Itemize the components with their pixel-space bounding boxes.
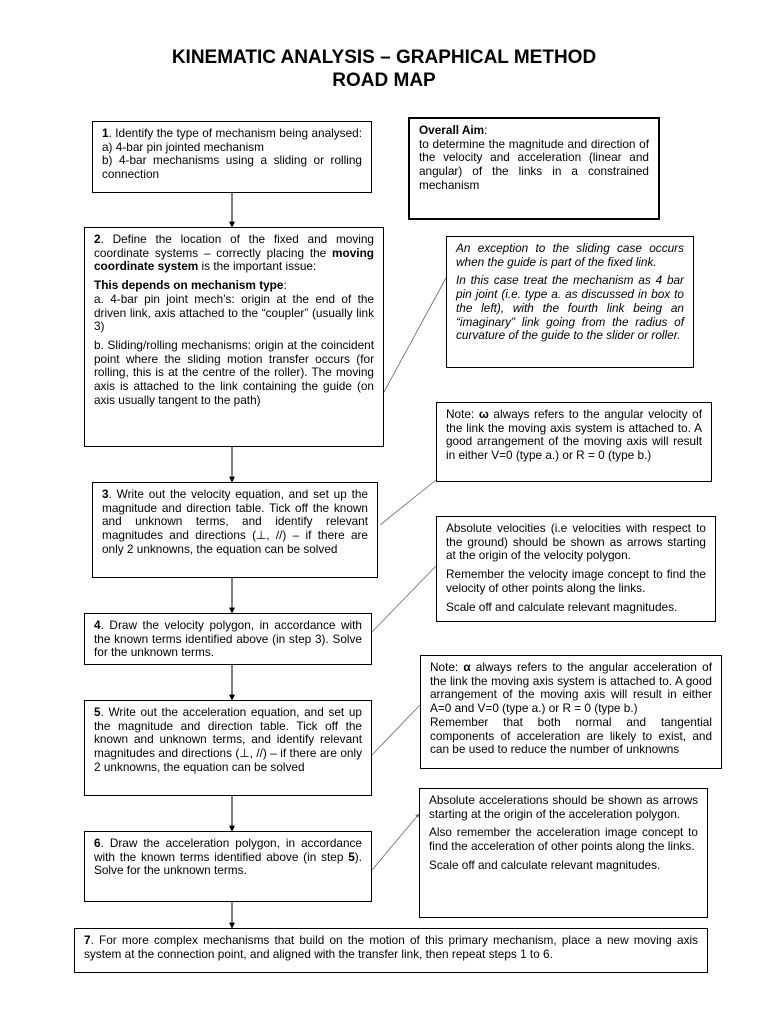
step-1-number: 1 — [102, 126, 109, 140]
alpha-note-prefix: Note: — [430, 660, 464, 674]
exception-note-p1: An exception to the sliding case occurs when the guide is part of the fixed link. — [456, 241, 684, 269]
step-3-text: . Write out the velocity equation, and set up the magnitude and direction table. Tick off the known and unknown terms, and identify relevant magnitudes and directions (⊥, //) – if there are only 2 unknowns, the equation can be solved — [102, 487, 368, 556]
overall-aim-colon: : — [484, 123, 488, 137]
step-5-number: 5 — [94, 705, 101, 719]
step-6-box — [84, 831, 372, 902]
step-6-number: 6 — [94, 836, 101, 850]
step-7-box — [74, 928, 708, 973]
velocities-note-p2: Remember the velocity image concept to find the velocity of other points along the links. — [446, 567, 706, 595]
step-6-step-ref: 5 — [348, 849, 355, 864]
step-1-box — [92, 121, 372, 193]
step-3-box — [92, 482, 378, 578]
step-1-option-b: b) 4-bar mechanisms using a sliding or rolling connection — [102, 153, 362, 182]
step-2-item-a: a. 4-bar pin joint mech’s: origin at the end of the driven link, axis attached to the “coupler” (usually link 3) — [94, 291, 374, 334]
overall-aim-text: to determine the magnitude and direction of the velocity and acceleration (linear and angular) of the links in a constrained mechanism — [419, 136, 649, 192]
step-1-text: . Identify the type of mechanism being analysed: a) 4-bar pin jointed mechanism — [102, 126, 362, 154]
connector-step5-alpha — [372, 705, 420, 755]
step-6-text-end: ). Solve for the unknown terms. — [94, 849, 362, 878]
omega-note-prefix: Note: — [446, 407, 479, 421]
omega-note-text: always refers to the angular velocity of the link the moving axis system is attached to. A good arrangement of the moving axis will result in either V=0 (type a.) or R = 0 (type b.) — [446, 407, 702, 463]
step-2-intro-end: is the important issue: — [198, 259, 317, 274]
velocities-note-p1: Absolute velocities (i.e velocities with respect to the ground) should be shown as arrows starting at the origin of the velocity polygon. — [446, 521, 706, 563]
step-4-text: . Draw the velocity polygon, in accordance with the known terms identified above (in step 3). Solve for the unknown terms. — [94, 618, 362, 660]
step-2-depends-colon: : — [283, 278, 287, 293]
overall-aim-box — [408, 117, 660, 220]
step-6-text: . Draw the acceleration polygon, in accordance with the known terms identified above (in step — [94, 836, 362, 864]
step-2-depends-heading: This depends on mechanism type — [94, 278, 284, 293]
step-4-box — [84, 613, 372, 665]
overall-aim-heading: Overall Aim — [419, 123, 485, 137]
step-5-box — [84, 700, 372, 796]
exception-note-p2: In this case treat the mechanism as 4 bar pin joint (i.e. type a. as discussed in box to the left), with the fourth link being an “imaginary” link going from the radius of curvature of the guide to the slider or roller. — [456, 273, 684, 343]
step-5-text: . Write out the acceleration equation, and set up the magnitude and direction table. Tick off the known and unknown terms, and identify relevant magnitudes and directions (⊥, //) – if there are only 2 unknowns, the equation can be solved — [94, 705, 362, 774]
accelerations-note-p1: Absolute accelerations should be shown as arrows starting at the origin of the acceleration polygon. — [429, 793, 698, 821]
step-2-box — [84, 227, 384, 447]
velocities-note-p3: Scale off and calculate relevant magnitudes. — [446, 599, 678, 614]
step-2-item-b: b. Sliding/rolling mechanisms: origin at the coincident point where the sliding motion transfer occurs (for rolling, this is at the centre of the roller). The moving axis is attached to the link containing the guide (on axis usually tangent to the path) — [94, 337, 374, 407]
step-2-intro: . Define the location of the fixed and moving coordinate systems – correctly placing the — [94, 232, 374, 260]
omega-symbol: ω — [478, 407, 489, 421]
exception-note-box — [446, 236, 694, 368]
step-3-number: 3 — [102, 487, 109, 501]
step-2-number: 2 — [94, 232, 101, 246]
step-2-emphasis: moving coordinate system — [94, 245, 374, 274]
step-4-number: 4 — [94, 618, 101, 632]
page-title: KINEMATIC ANALYSIS – GRAPHICAL METHOD — [171, 47, 597, 68]
alpha-note-box — [420, 655, 722, 769]
accelerations-note-p2: Also remember the acceleration image concept to find the acceleration of other points along the links. — [429, 825, 698, 854]
page-subtitle: ROAD MAP — [332, 70, 436, 91]
connector-step6-accelerations — [372, 814, 419, 870]
omega-note-box — [436, 402, 712, 482]
connector-step3-omega — [380, 480, 436, 525]
alpha-symbol: α — [463, 660, 471, 674]
alpha-note-text: always refers to the angular acceleration of the link the moving axis system is attached to. A good arrangement of the moving axis will result in either A=0 and V=0 (type a.) or R = 0 (type b.) — [430, 660, 712, 716]
connector-step4-velocities — [372, 566, 436, 632]
alpha-note-p2: Remember that both normal and tangential components of acceleration are likely to exist, and can be used to reduce the number of unknowns — [430, 714, 712, 757]
step-7-number: 7 — [84, 933, 91, 947]
connector-step2-exception — [384, 278, 446, 392]
step-7-text: . For more complex mechanisms that build on the motion of this primary mechanism, place a new moving axis system at the connection point, and aligned with the transfer link, then repeat steps 1 to 6. — [84, 933, 698, 961]
accelerations-note-p3: Scale off and calculate relevant magnitudes. — [429, 857, 661, 872]
accelerations-note-box — [419, 788, 708, 918]
velocities-note-box — [436, 516, 716, 622]
